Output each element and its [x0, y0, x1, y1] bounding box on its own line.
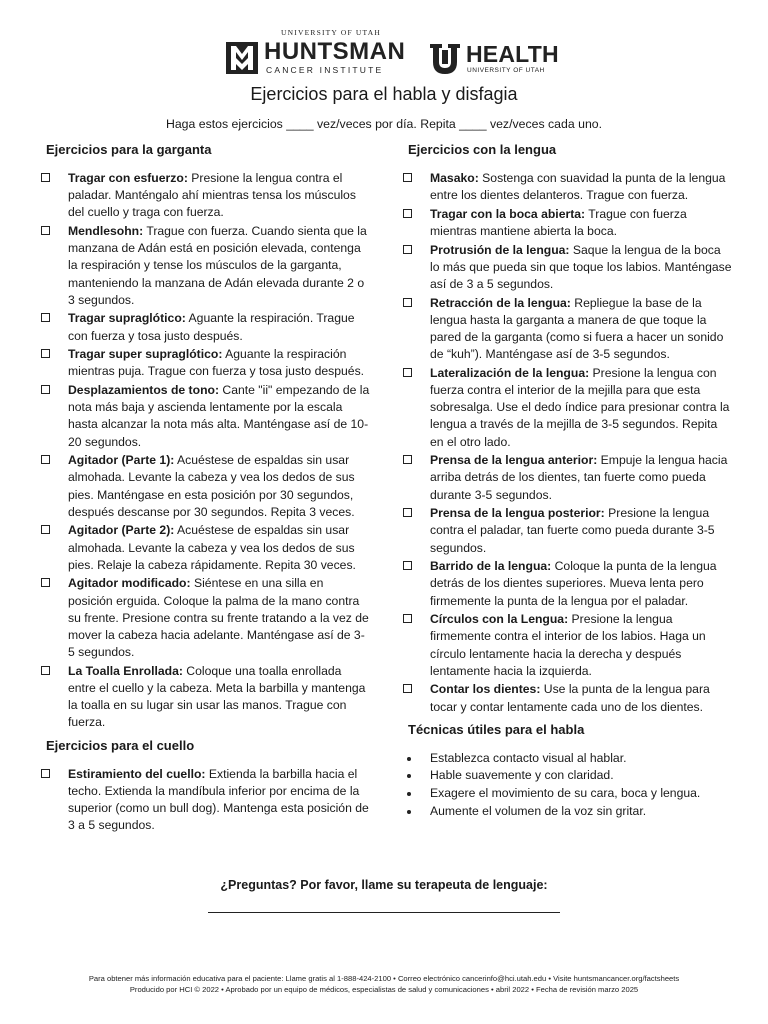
checkbox[interactable]: [403, 455, 412, 464]
page-title: Ejercicios para el habla y disfagia: [250, 84, 518, 104]
checkbox[interactable]: [403, 298, 412, 307]
bullet-icon: [407, 792, 411, 796]
tip-item: [402, 767, 732, 785]
exercise-name: Desplazamientos de tono:: [68, 383, 220, 397]
university-label: UNIVERSITY OF UTAH: [281, 28, 381, 37]
exercise-name: Agitador modificado:: [68, 576, 191, 591]
tip-item: [402, 750, 732, 768]
exercise-item: [40, 663, 370, 732]
checkbox[interactable]: [41, 173, 50, 182]
left-column: [40, 142, 370, 836]
exercise-item: [402, 170, 732, 204]
exercise-item: [402, 206, 732, 240]
exercise-description: Empuje la lengua hacia arriba detrás de los dientes, tan fuerte como pueda durante 3-5 segundos.: [430, 453, 728, 502]
checkbox[interactable]: [403, 209, 412, 218]
exercise-name: Tragar con esfuerzo:: [68, 171, 188, 185]
checkbox[interactable]: [41, 666, 50, 675]
neck-section-title: Ejercicios para el cuello: [46, 737, 195, 753]
exercise-name: Agitador (Parte 1):: [68, 453, 175, 468]
exercise-description: Presione la lengua contra el paladar, tan fuerte como pueda durante 3-5 segundos.: [430, 506, 715, 555]
exercise-item: [402, 681, 732, 715]
health-logo: [428, 42, 558, 82]
exercise-name: Retracción de la lengua:: [430, 295, 571, 310]
exercise-item: [402, 452, 732, 504]
exercise-name: Prensa de la lengua posterior:: [430, 506, 605, 521]
checkbox[interactable]: [403, 508, 412, 517]
exercise-description: Presione la lengua firmemente contra el interior de los labios. Haga un círculo lentamente hacia la derecha y después lentamente hacia la izquierda.: [430, 612, 706, 678]
bullet-icon: [407, 774, 411, 778]
exercise-description: Acuéstese de espaldas sin usar almohada. Levante la cabeza y vea los dedos de sus pies. Manténgase en esta posición por 30 segundos, después descanse por 30 segundos. Repita 3 veces.: [68, 453, 355, 519]
exercise-description: Repliegue la base de la lengua hasta la garganta a manera de que toque la pared de la garganta (como si fuera a hacer un sonido de “kuh”). Manténgase así de 3-5 segundos.: [430, 295, 724, 362]
exercise-name: La Toalla Enrollada:: [68, 663, 183, 678]
checkbox[interactable]: [41, 226, 50, 235]
bullet-icon: [407, 810, 411, 814]
exercise-description: Saque la lengua de la boca lo más que pueda sin que toque los labios. Manténgase así de 3 a 5 segundos.: [430, 242, 732, 291]
exercise-name: Tragar con la boca abierta:: [430, 206, 586, 221]
exercise-description: Coloque la punta de la lengua detrás de los dientes superiores. Mueva lenta pero firmemente la punta de la lengua por el paladar.: [430, 559, 717, 608]
exercise-item: [40, 223, 370, 309]
tips-list: [402, 750, 732, 820]
checkbox[interactable]: [403, 368, 412, 377]
exercise-item: [40, 346, 370, 380]
exercise-description: Aguante la respiración. Trague con fuerza y tosa justo después.: [68, 311, 355, 343]
checkbox[interactable]: [403, 561, 412, 570]
checkbox[interactable]: [403, 614, 412, 623]
health-name: HEALTH: [466, 41, 559, 67]
exercise-item: [40, 170, 370, 222]
university-u-icon: [428, 42, 462, 76]
checkbox[interactable]: [41, 455, 50, 464]
exercise-item: [402, 365, 732, 451]
checkbox[interactable]: [403, 173, 412, 182]
exercise-name: Masako:: [430, 171, 479, 185]
exercise-description: Extienda la barbilla hacia el techo. Extienda la mandíbula inferior por encima de la superior (como un bull dog). Mantenga esta posición de 3 a 5 segundos.: [68, 766, 369, 833]
exercise-item: [40, 522, 370, 574]
tip-text: Aumente el volumen de la voz sin gritar.: [430, 803, 647, 818]
tip-text: Exagere el movimiento de su cara, boca y lengua.: [430, 786, 701, 800]
exercise-name: Tragar supraglótico:: [68, 311, 186, 326]
neck-exercise-list: [40, 766, 370, 835]
exercise-description: Coloque una toalla enrollada entre el cuello y la cabeza. Meta la barbilla y mantenga la toalla en su lugar sin usar las manos. Trague con fuerza.: [68, 663, 366, 730]
header-logos: [0, 28, 768, 78]
tips-section-title: Técnicas útiles para el habla: [408, 721, 585, 737]
checkbox[interactable]: [41, 769, 50, 778]
checkbox[interactable]: [41, 385, 50, 394]
huntsman-subtitle: CANCER INSTITUTE: [266, 65, 384, 75]
checkbox[interactable]: [403, 245, 412, 254]
exercise-description: Presione la lengua con fuerza contra el interior de la mejilla para que esta sobresalga. Use el dedo índice para presionar contra la lengua a través de la mejilla de 3-5 segundos. Repita en el otro lado.: [430, 365, 730, 449]
exercise-name: Barrido de la lengua:: [430, 559, 552, 574]
huntsman-emblem-icon: [226, 42, 258, 74]
tongue-section-title: Ejercicios con la lengua: [408, 142, 557, 157]
bullet-icon: [407, 757, 411, 761]
exercise-item: [402, 558, 732, 610]
exercise-item: [402, 611, 732, 680]
exercise-item: [40, 766, 370, 835]
huntsman-logo: [226, 28, 406, 76]
exercise-item: [40, 382, 370, 451]
phone-blank-line[interactable]: [208, 912, 560, 913]
exercise-description: Trague con fuerza mientras mantiene abierta la boca.: [430, 206, 687, 238]
tongue-exercise-list: [402, 170, 732, 716]
tip-text: Hable suavemente y con claridad.: [430, 768, 614, 783]
health-subtitle: UNIVERSITY OF UTAH: [467, 67, 545, 74]
tip-item: [402, 803, 732, 821]
exercise-description: Sostenga con suavidad la punta de la lengua entre los dientes delanteros. Trague con fuerza.: [430, 171, 726, 203]
huntsman-name: HUNTSMAN: [264, 38, 406, 65]
exercise-description: Use la punta de la lengua para tocar y contar lentamente cada uno de los dientes.: [430, 682, 710, 714]
exercise-name: Mendlesohn:: [68, 224, 144, 238]
exercise-description: Acuéstese de espaldas sin usar almohada. Levante la cabeza y vea los dedos de sus pies. Relaje la cabeza rápidamente. Repita 30 veces.: [68, 523, 356, 572]
exercise-name: Estiramiento del cuello:: [68, 766, 206, 781]
questions-prompt: ¿Preguntas? Por favor, llame su terapeuta de lenguaje:: [220, 878, 548, 892]
exercise-item: [402, 295, 732, 364]
exercise-name: Tragar super supraglótico:: [68, 347, 223, 362]
exercise-name: Agitador (Parte 2):: [68, 523, 175, 538]
exercise-item: [402, 505, 732, 557]
throat-section-title: Ejercicios para la garganta: [46, 142, 212, 157]
right-column: [402, 142, 732, 820]
footer-line-1: Para obtener más información educativa para el paciente: Llame gratis al 1-888-424-2100 • Correo electrónico cancerinfo@hci.utah.edu • Visite huntsmancancer.org/factsheets: [88, 974, 680, 983]
checkbox[interactable]: [41, 313, 50, 322]
instructions: Haga estos ejercicios ____ vez/veces por día. Repita ____ vez/veces cada uno.: [165, 117, 603, 131]
exercise-item: [40, 452, 370, 521]
exercise-item: [40, 575, 370, 661]
exercise-item: [40, 310, 370, 344]
exercise-name: Contar los dientes:: [430, 682, 541, 697]
exercise-description: Aguante la respiración mientras puja. Trague con fuerza y tosa justo después.: [68, 347, 365, 379]
throat-exercise-list: [40, 170, 370, 732]
footer-line-2: Producido por HCI © 2022 • Aprobado por un equipo de médicos, especialistas de salud y comunicaciones • abril 2022 • Fecha de revisión marzo 2025: [129, 985, 639, 994]
checkbox[interactable]: [403, 684, 412, 693]
exercise-name: Círculos con la Lengua:: [430, 612, 569, 627]
exercise-description: Presione la lengua contra el paladar. Manténgalo ahí mientras tensa los músculos del cuello y traga con fuerza.: [68, 171, 356, 220]
exercise-name: Lateralización de la lengua:: [430, 365, 590, 380]
tip-text: Establezca contacto visual al hablar.: [430, 750, 627, 765]
exercise-description: Trague con fuerza. Cuando sienta que la manzana de Adán está en posición elevada, contenga la respiración y tense los músculos de la garganta, manteniendo la manzana de Adán elevada durante 2 o 3 segundos.: [68, 224, 367, 307]
checkbox[interactable]: [41, 525, 50, 534]
exercise-description: Siéntese en una silla en posición erguida. Coloque la palma de la mano contra su frente. Presione contra su frente tratando a la vez de mover la cabeza hacia adelante. Manténgase así de 3-5 segundos.: [68, 576, 369, 660]
exercise-item: [402, 242, 732, 294]
exercise-description: Cante "ii" empezando de la nota más baja y ascienda lentamente por la escala hasta alcanzar la nota más alta. Manténgase así de 10-20 segundos.: [68, 383, 370, 449]
tip-item: [402, 785, 732, 803]
checkbox[interactable]: [41, 349, 50, 358]
footer: [0, 973, 768, 995]
exercise-name: Prensa de la lengua anterior:: [430, 453, 598, 468]
exercise-name: Protrusión de la lengua:: [430, 242, 570, 257]
checkbox[interactable]: [41, 578, 50, 587]
